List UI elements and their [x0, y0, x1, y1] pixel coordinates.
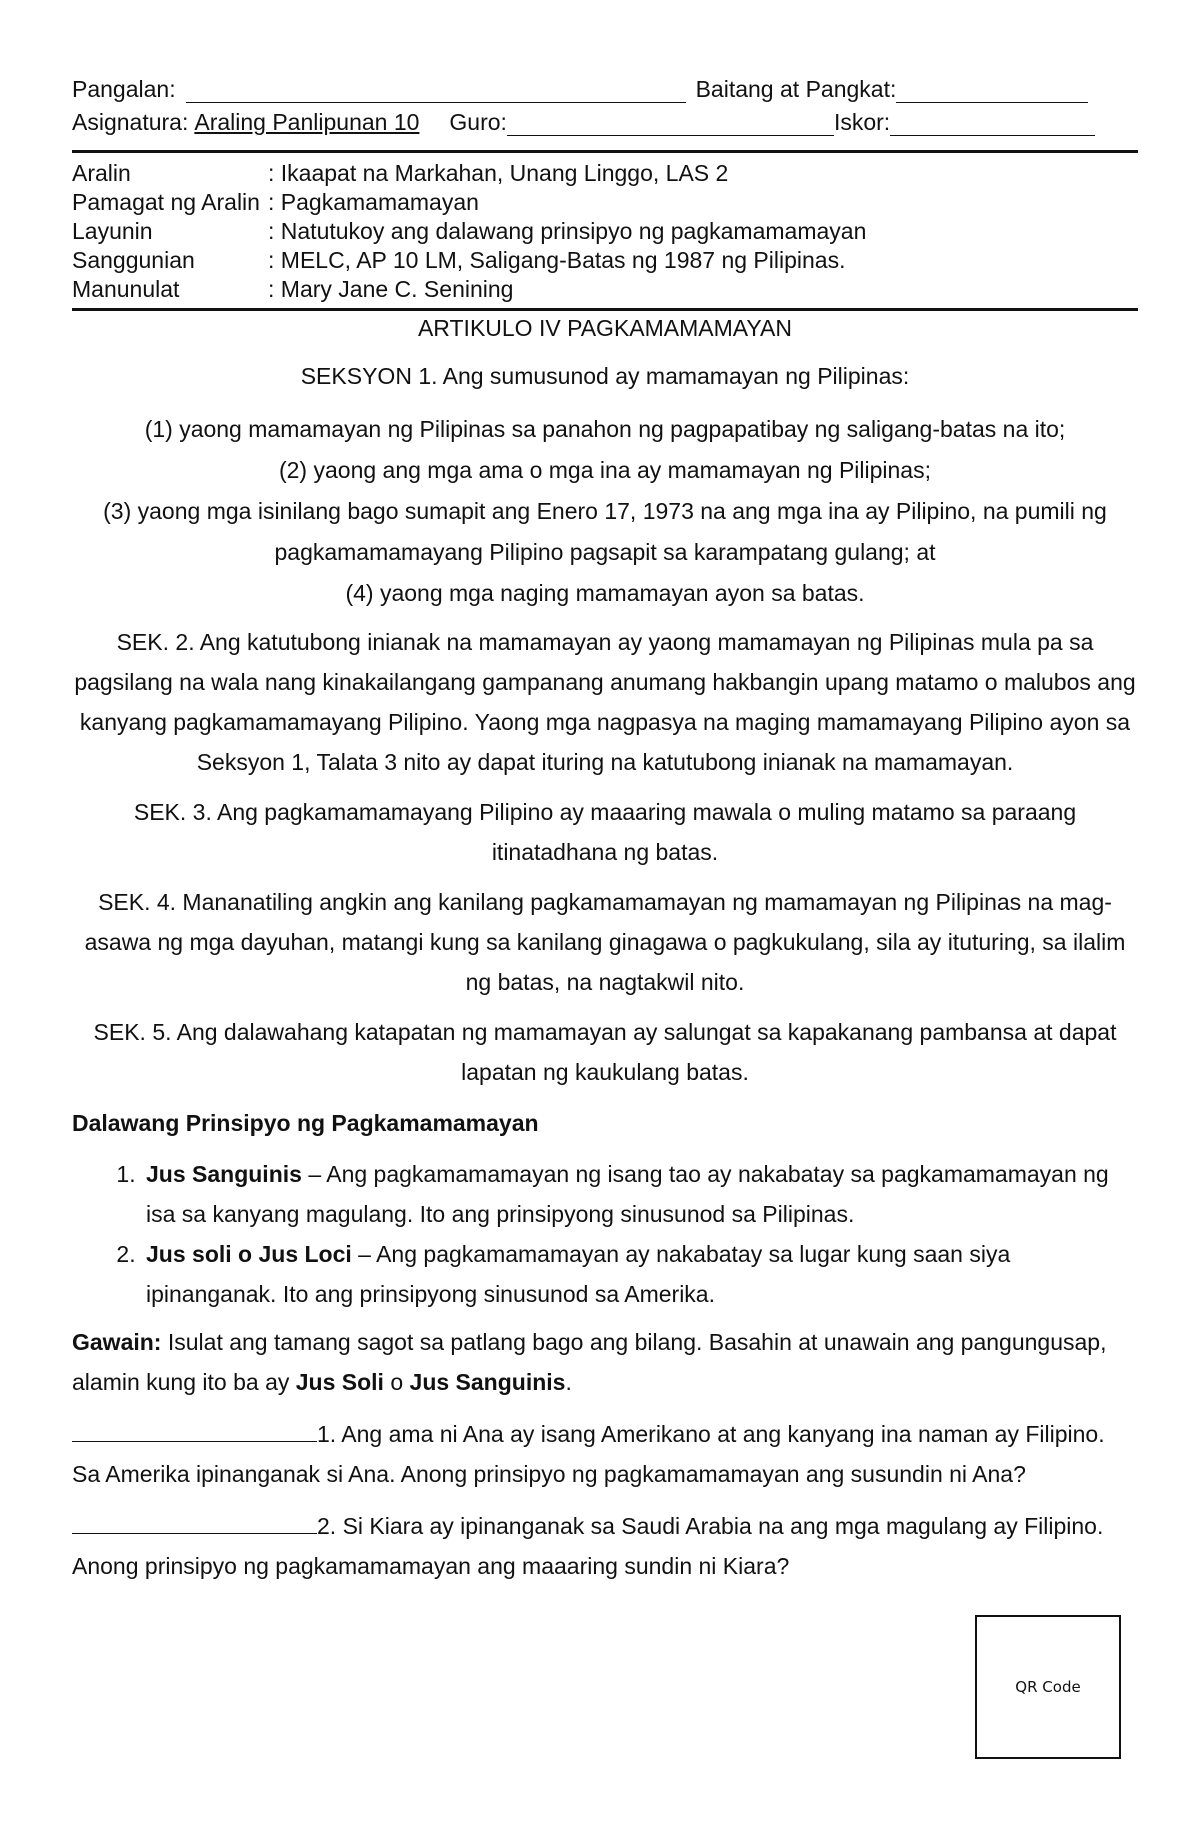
- meta-value: : Mary Jane C. Senining: [268, 276, 514, 302]
- article-title: ARTIKULO IV PAGKAMAMAMAYAN: [417, 315, 793, 341]
- section-3: SEK. 3. Ang pagkamamamayang Pilipino ay maaaring mawala o muling matamo sa paraang itinatadhana ng batas.: [133, 799, 1077, 865]
- meta-row-aralin: [72, 159, 1138, 188]
- lesson-info: [72, 153, 1138, 308]
- question-2: [72, 1506, 1138, 1586]
- answer-blank-2[interactable]: [72, 1509, 317, 1534]
- meta-key: Manunulat: [72, 276, 180, 302]
- section-2: SEK. 2. Ang katutubong inianak na mamamayan ay yaong mamamayan ng Pilipinas mula pa sa pagsilang na wala nang kinakailangang gampanang anumang hakbangin upang matamo o malubos ang kanyang pagkamamamayang Pilipino. Yaong mga nagpasya na maging mamamayang Pilipino ayon sa Seksyon 1, Talata 3 nito ay dapat ituring na katutubong inianak na mamamayan.: [74, 629, 1136, 775]
- worksheet: [72, 70, 1138, 1586]
- qr-code-label: QR Code: [1015, 1678, 1081, 1696]
- section-5: SEK. 5. Ang dalawahang katapatan ng mamamayan ay salungat sa kapakanang pambansa at dapat lapatan ng kaukulang batas.: [93, 1019, 1117, 1085]
- meta-value: : MELC, AP 10 LM, Saligang-Batas ng 1987 ng Pilipinas.: [268, 247, 846, 273]
- asignatura-value: Araling Panlipunan 10: [194, 109, 420, 135]
- answer-blank-1[interactable]: [72, 1417, 317, 1442]
- meta-row-sanggunian: [72, 246, 1138, 275]
- section-1-items: [72, 409, 1138, 614]
- meta-key: Layunin: [72, 218, 153, 244]
- guro-label: Guro:: [449, 109, 507, 135]
- guro-blank[interactable]: [507, 113, 834, 136]
- activity-text: Isulat ang tamang sagot sa patlang bago ang bilang. Basahin at unawain ang pangungusap, alamin kung ito ba ay: [72, 1329, 1107, 1395]
- bottom-rule: [72, 308, 1138, 311]
- section-4: SEK. 4. Mananatiling angkin ang kanilang pagkamamamayan ng mamamayan ng Pilipinas na mag-asawa ng mga dayuhan, matangi kung sa kanilang ginagawa o pagkukulang, sila ay ituturing, sa ilalim ng batas, na nagtakwil nito.: [84, 889, 1126, 995]
- section-1-intro: SEKSYON 1. Ang sumusunod ay mamamayan ng Pilipinas:: [300, 363, 910, 389]
- principle-desc: – Ang pagkamamamayan ay nakabatay sa lugar kung saan siya ipinanganak. Ito ang prinsipyong sinusunod sa Amerika.: [146, 1241, 1011, 1307]
- pangalan-label: Pangalan:: [72, 76, 176, 102]
- iskor-label: Iskor:: [833, 109, 891, 135]
- activity-term: Jus Sanguinis: [409, 1369, 566, 1395]
- principles-list: [72, 1154, 1138, 1314]
- activity-instructions: [72, 1322, 1138, 1402]
- principle-desc: – Ang pagkamamamayan ng isang tao ay nakabatay sa pagkamamamayan ng isa sa kanyang magulang. Ito ang prinsipyong sinusunod sa Pilipinas.: [146, 1161, 1109, 1227]
- principle-item: [142, 1234, 1138, 1314]
- principle-term: Jus Sanguinis: [146, 1161, 302, 1187]
- pangalan-blank[interactable]: [186, 80, 686, 103]
- meta-value: : Pagkamamamayan: [268, 189, 479, 215]
- activity-text: o: [383, 1369, 410, 1395]
- question-text: 1. Ang ama ni Ana ay isang Amerikano at ang kanyang ina naman ay Filipino. Sa Amerika ipinanganak si Ana. Anong prinsipyo ng pagkamamamayan ang susundin ni Ana?: [72, 1421, 1105, 1487]
- qr-code-box: [975, 1615, 1121, 1759]
- activity-label: Gawain:: [72, 1329, 162, 1355]
- baitang-blank[interactable]: [896, 80, 1088, 103]
- asignatura-label: Asignatura:: [72, 109, 189, 135]
- meta-row-layunin: [72, 217, 1138, 246]
- principle-item: [142, 1154, 1138, 1234]
- section-1-item: (3) yaong mga isinilang bago sumapit ang Enero 17, 1973 na ang mga ina ay Pilipino, na pumili ng pagkamamamayang Pilipino pagsapit sa karampatang gulang; at: [103, 498, 1107, 565]
- meta-row-pamagat: [72, 188, 1138, 217]
- meta-key: Pamagat ng Aralin: [72, 189, 260, 215]
- header-line-2: [72, 103, 1138, 136]
- meta-row-manunulat: [72, 275, 1138, 304]
- principles-heading: Dalawang Prinsipyo ng Pagkamamamayan: [72, 1110, 539, 1136]
- baitang-label: Baitang at Pangkat:: [695, 76, 897, 102]
- question-text: 2. Si Kiara ay ipinanganak sa Saudi Arabia na ang mga magulang ay Filipino. Anong prinsipyo ng pagkamamamayan ang maaaring sundin ni Kiara?: [72, 1513, 1104, 1579]
- meta-key: Sanggunian: [72, 247, 195, 273]
- section-1-item: (1) yaong mamamayan ng Pilipinas sa panahon ng pagpapatibay ng saligang-batas na ito;: [144, 416, 1066, 442]
- meta-value: : Ikaapat na Markahan, Unang Linggo, LAS 2: [268, 160, 729, 186]
- header-line-1: [72, 70, 1138, 103]
- activity-text: .: [565, 1369, 572, 1395]
- activity-term: Jus Soli: [295, 1369, 384, 1395]
- iskor-blank[interactable]: [890, 113, 1095, 136]
- principle-term: Jus soli o Jus Loci: [146, 1241, 352, 1267]
- section-1-item: (2) yaong ang mga ama o mga ina ay mamamayan ng Pilipinas;: [278, 457, 931, 483]
- section-1-item: (4) yaong mga naging mamamayan ayon sa batas.: [345, 580, 865, 606]
- meta-value: : Natutukoy ang dalawang prinsipyo ng pagkamamamayan: [268, 218, 867, 244]
- question-1: [72, 1414, 1138, 1494]
- meta-key: Aralin: [72, 160, 131, 186]
